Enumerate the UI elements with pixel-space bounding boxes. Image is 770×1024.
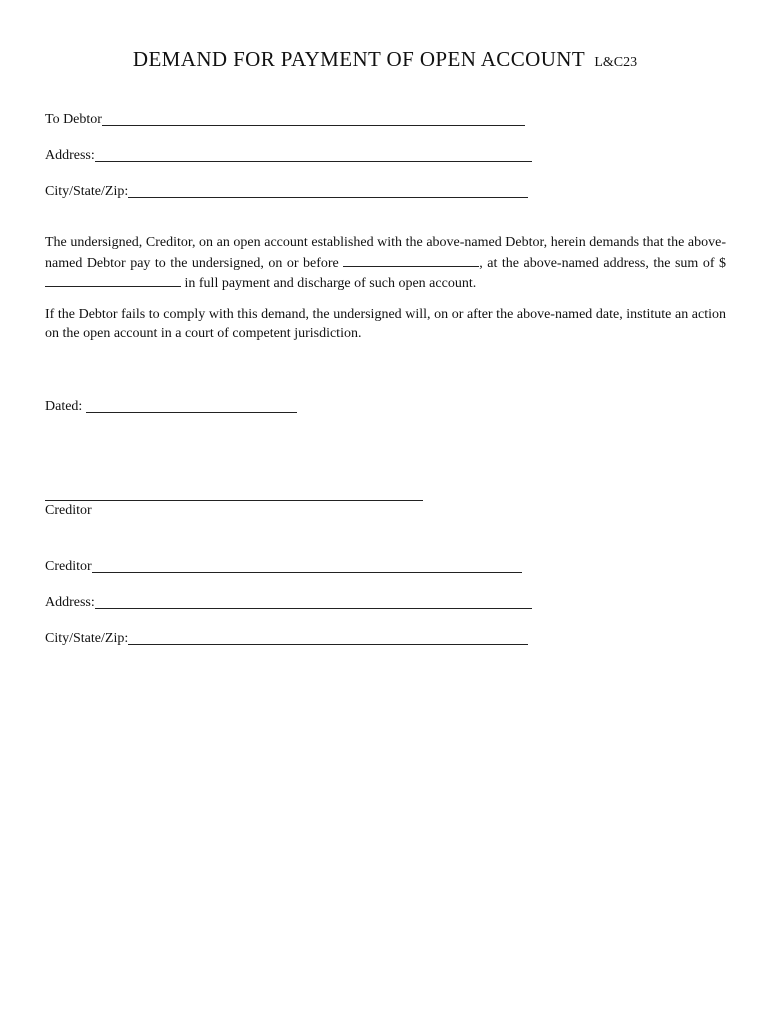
- signature-caption: Creditor: [45, 503, 92, 518]
- creditor-address-label: Address:: [45, 595, 95, 610]
- creditor-name-row: [45, 555, 522, 575]
- debtor-city-field[interactable]: [128, 181, 528, 198]
- document-title: [0, 47, 770, 72]
- debtor-city-label: City/State/Zip:: [45, 184, 129, 199]
- dated-field[interactable]: [86, 396, 297, 413]
- debtor-address-label: Address:: [45, 148, 95, 163]
- debtor-address-row: [45, 144, 532, 164]
- action-paragraph: If the Debtor fails to comply with this demand, the undersigned will, on or after the above-named date, institute an action on the open account in a court of competent jurisdiction.: [45, 307, 726, 341]
- demand-text-2: , at the above-named address, the sum of $: [479, 255, 726, 271]
- creditor-name-field[interactable]: [92, 556, 522, 573]
- debtor-city-row: [45, 180, 528, 200]
- creditor-city-label: City/State/Zip:: [45, 631, 129, 646]
- to-debtor-field[interactable]: [102, 109, 525, 126]
- dated-row: [45, 395, 297, 415]
- demand-text-3: in full payment and discharge of such open account.: [181, 276, 477, 291]
- demand-text-1: The undersigned, Creditor, on an open account established with the above-named Debtor, herein demands that the above-named Debtor pay to the undersigned, on or before: [45, 235, 726, 271]
- to-debtor-label: To Debtor: [45, 112, 102, 127]
- dated-label: Dated:: [45, 399, 83, 414]
- creditor-city-row: [45, 627, 528, 647]
- creditor-address-row: [45, 591, 532, 611]
- due-date-field[interactable]: [343, 253, 479, 267]
- amount-field[interactable]: [45, 273, 181, 287]
- demand-paragraph: [45, 234, 726, 294]
- title-text: DEMAND FOR PAYMENT OF OPEN ACCOUNT: [132, 47, 585, 71]
- creditor-signature-line[interactable]: [45, 500, 423, 501]
- creditor-address-field[interactable]: [95, 592, 532, 609]
- to-debtor-row: [45, 108, 525, 128]
- form-code: L&C23: [594, 55, 638, 70]
- debtor-address-field[interactable]: [95, 145, 532, 162]
- creditor-name-label: Creditor: [45, 559, 92, 574]
- creditor-city-field[interactable]: [128, 628, 528, 645]
